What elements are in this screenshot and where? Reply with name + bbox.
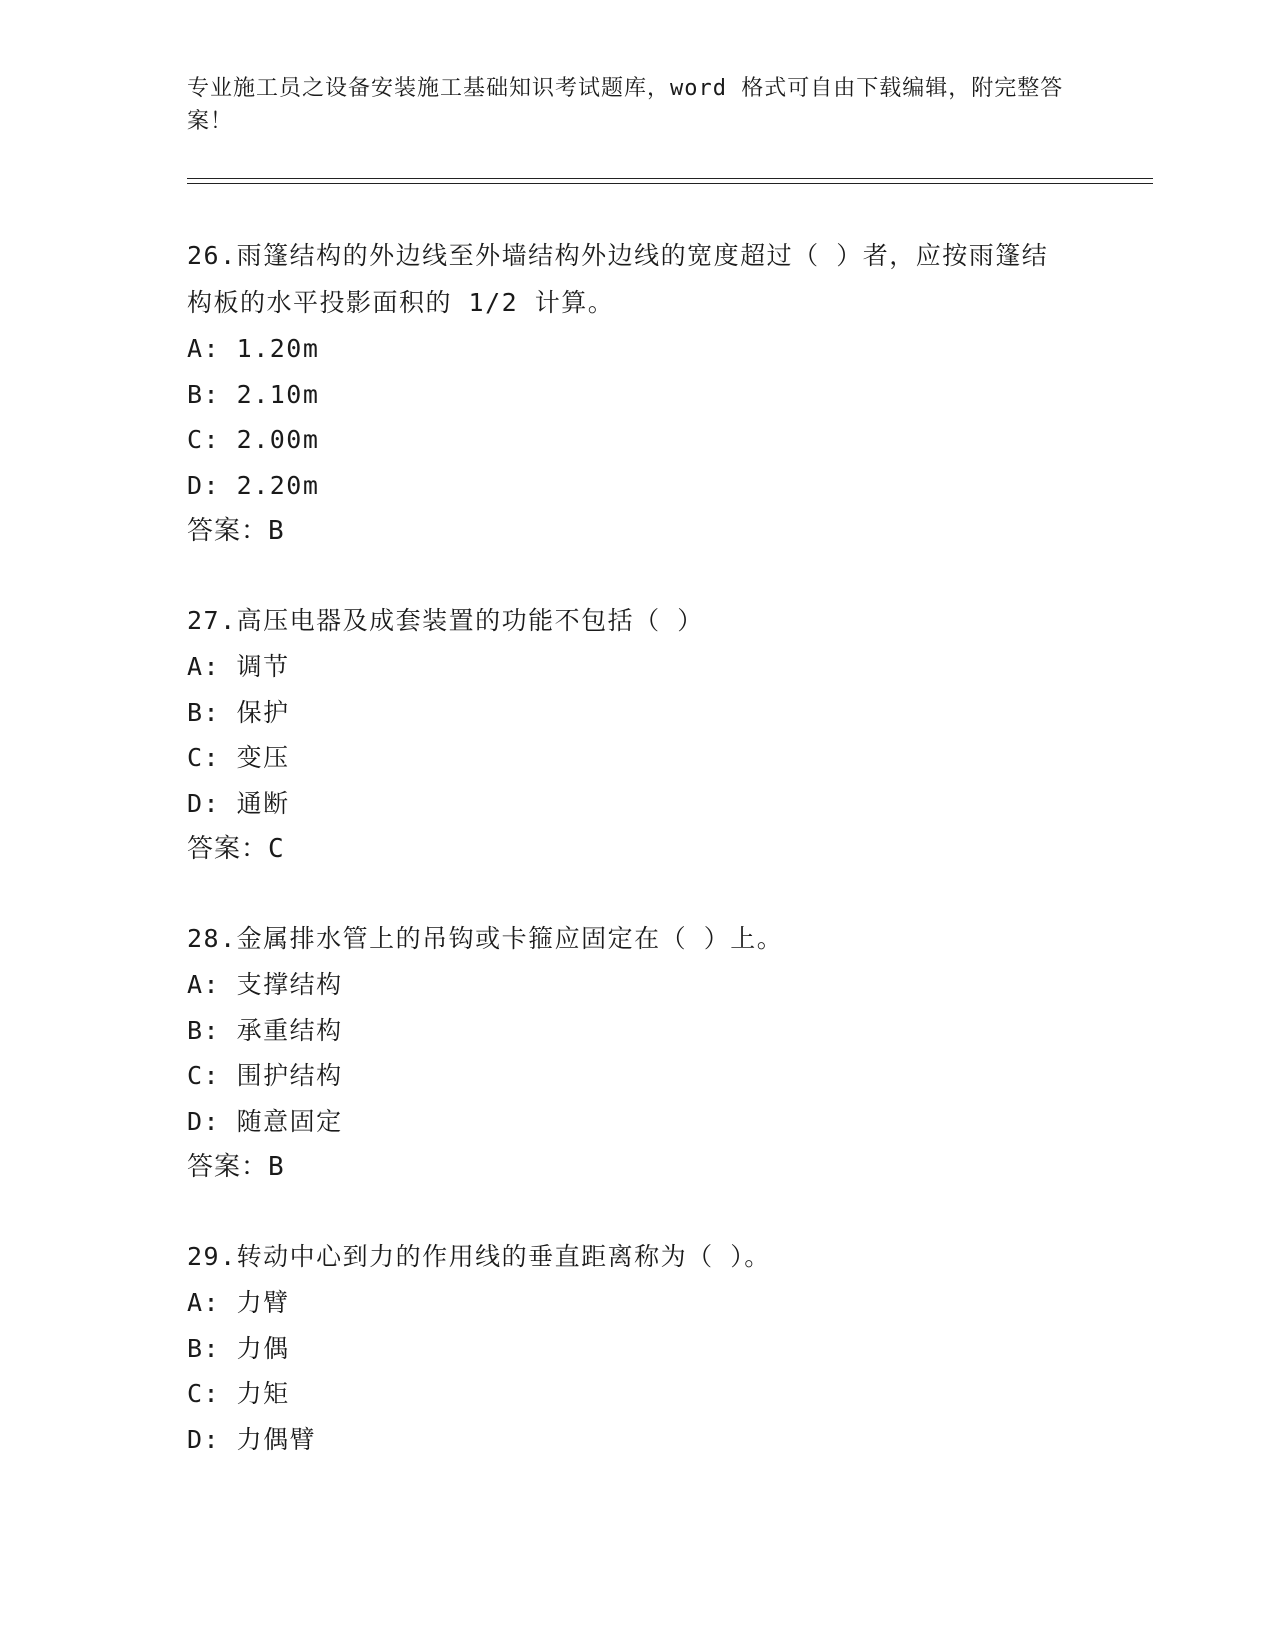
- answer-label: 答案：: [187, 516, 269, 546]
- question-27: [187, 597, 1067, 872]
- option-d: D: 2.20m: [187, 470, 320, 500]
- option-c: C: 围护结构: [187, 1061, 343, 1090]
- option-a: A: 支撑结构: [187, 970, 343, 999]
- option-c: C: 变压: [187, 743, 290, 772]
- option-b: B: 承重结构: [187, 1015, 343, 1045]
- option-c: C: 力矩: [187, 1379, 290, 1408]
- answer-line: [187, 508, 1067, 554]
- question-stem: 28.金属排水管上的吊钩或卡箍应固定在（ ）上。: [187, 924, 784, 953]
- answer-value: B: [268, 1152, 285, 1182]
- option-d: D: 通断: [187, 788, 290, 818]
- answer-line: [187, 1144, 1067, 1190]
- question-29: [187, 1233, 1067, 1462]
- option-a: A: 力臂: [187, 1288, 290, 1317]
- question-stem: 26.雨篷结构的外边线至外墙结构外边线的宽度超过（ ）者，应按雨篷结构板的水平投影面积的 1/2 计算。: [187, 241, 1049, 317]
- answer-value: C: [268, 834, 285, 864]
- question-stem: 29.转动中心到力的作用线的垂直距离称为（ ）。: [187, 1242, 771, 1271]
- option-b: B: 2.10m: [187, 379, 320, 409]
- option-a: A: 调节: [187, 652, 290, 681]
- header-rule-bottom: [187, 183, 1153, 184]
- option-b: B: 保护: [187, 697, 290, 727]
- option-d: D: 力偶臂: [187, 1424, 317, 1454]
- option-d: D: 随意固定: [187, 1106, 343, 1136]
- header-rule-top: [187, 178, 1153, 179]
- option-a: A: 1.20m: [187, 334, 320, 363]
- question-26: [187, 232, 1067, 554]
- answer-label: 答案：: [187, 1152, 269, 1182]
- option-b: B: 力偶: [187, 1333, 290, 1363]
- question-28: [187, 915, 1067, 1190]
- document-header: 专业施工员之设备安装施工基础知识考试题库，word 格式可自由下载编辑，附完整答案！: [187, 76, 1064, 134]
- answer-label: 答案：: [187, 834, 269, 864]
- answer-value: B: [268, 516, 285, 546]
- question-stem: 27.高压电器及成套装置的功能不包括（ ）: [187, 606, 704, 635]
- answer-line: [187, 826, 1067, 872]
- option-c: C: 2.00m: [187, 425, 320, 454]
